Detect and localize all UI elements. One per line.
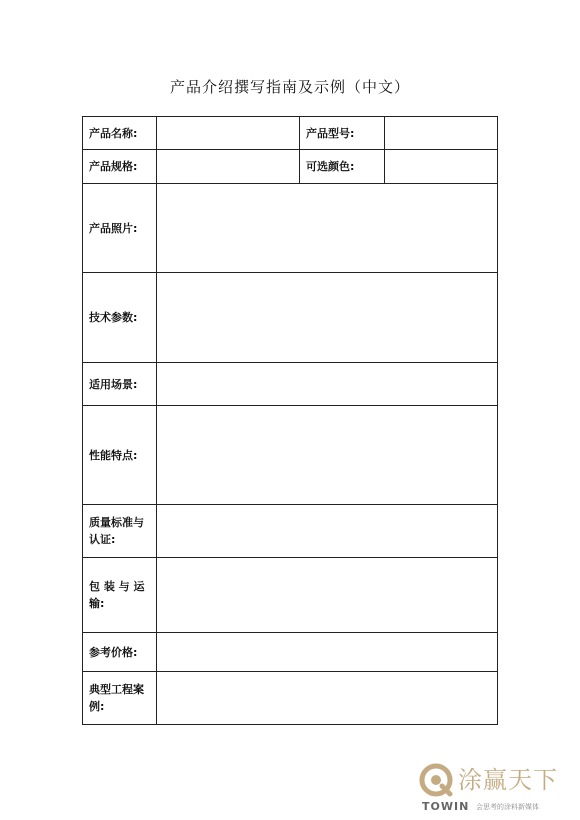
table-row [83, 273, 498, 363]
table-row [83, 558, 498, 633]
use-scenario-label: 适用场景: [83, 363, 157, 406]
table-row [83, 150, 498, 184]
packaging-label: 包 装 与 运 输: [83, 558, 157, 633]
table-row [83, 505, 498, 558]
product-spec-field[interactable] [157, 150, 300, 184]
color-options-label: 可选颜色: [300, 150, 385, 184]
table-row [83, 672, 498, 725]
price-label: 参考价格: [83, 633, 157, 672]
table-row [83, 184, 498, 273]
product-name-field[interactable] [157, 117, 300, 150]
packaging-field[interactable] [157, 558, 498, 633]
product-name-label: 产品名称: [83, 117, 157, 150]
use-scenario-field[interactable] [157, 363, 498, 406]
tech-params-field[interactable] [157, 273, 498, 363]
logo-name-cn: 涂赢天下 [458, 766, 558, 794]
document-title: 产品介绍撰写指南及示例（中文） [169, 78, 410, 96]
quality-cert-field[interactable] [157, 505, 498, 558]
case-label: 典型工程案例: [83, 672, 157, 725]
quality-cert-label: 质量标准与认证: [83, 505, 157, 558]
product-photo-field[interactable] [157, 184, 498, 273]
features-field[interactable] [157, 406, 498, 505]
table-row [83, 363, 498, 406]
logo-name-en: TOWIN [422, 800, 470, 813]
table-row [83, 117, 498, 150]
product-intro-form [82, 116, 498, 725]
table-row [83, 406, 498, 505]
brand-logo [418, 758, 568, 816]
product-model-label: 产品型号: [300, 117, 385, 150]
price-field[interactable] [157, 633, 498, 672]
logo-mark-icon [418, 762, 454, 798]
product-model-field[interactable] [385, 117, 498, 150]
tech-params-label: 技术参数: [83, 273, 157, 363]
logo-tagline: 会思考的涂料新媒体 [476, 803, 539, 811]
case-field[interactable] [157, 672, 498, 725]
table-row [83, 633, 498, 672]
color-options-field[interactable] [385, 150, 498, 184]
features-label: 性能特点: [83, 406, 157, 505]
product-photo-label: 产品照片: [83, 184, 157, 273]
product-spec-label: 产品规格: [83, 150, 157, 184]
